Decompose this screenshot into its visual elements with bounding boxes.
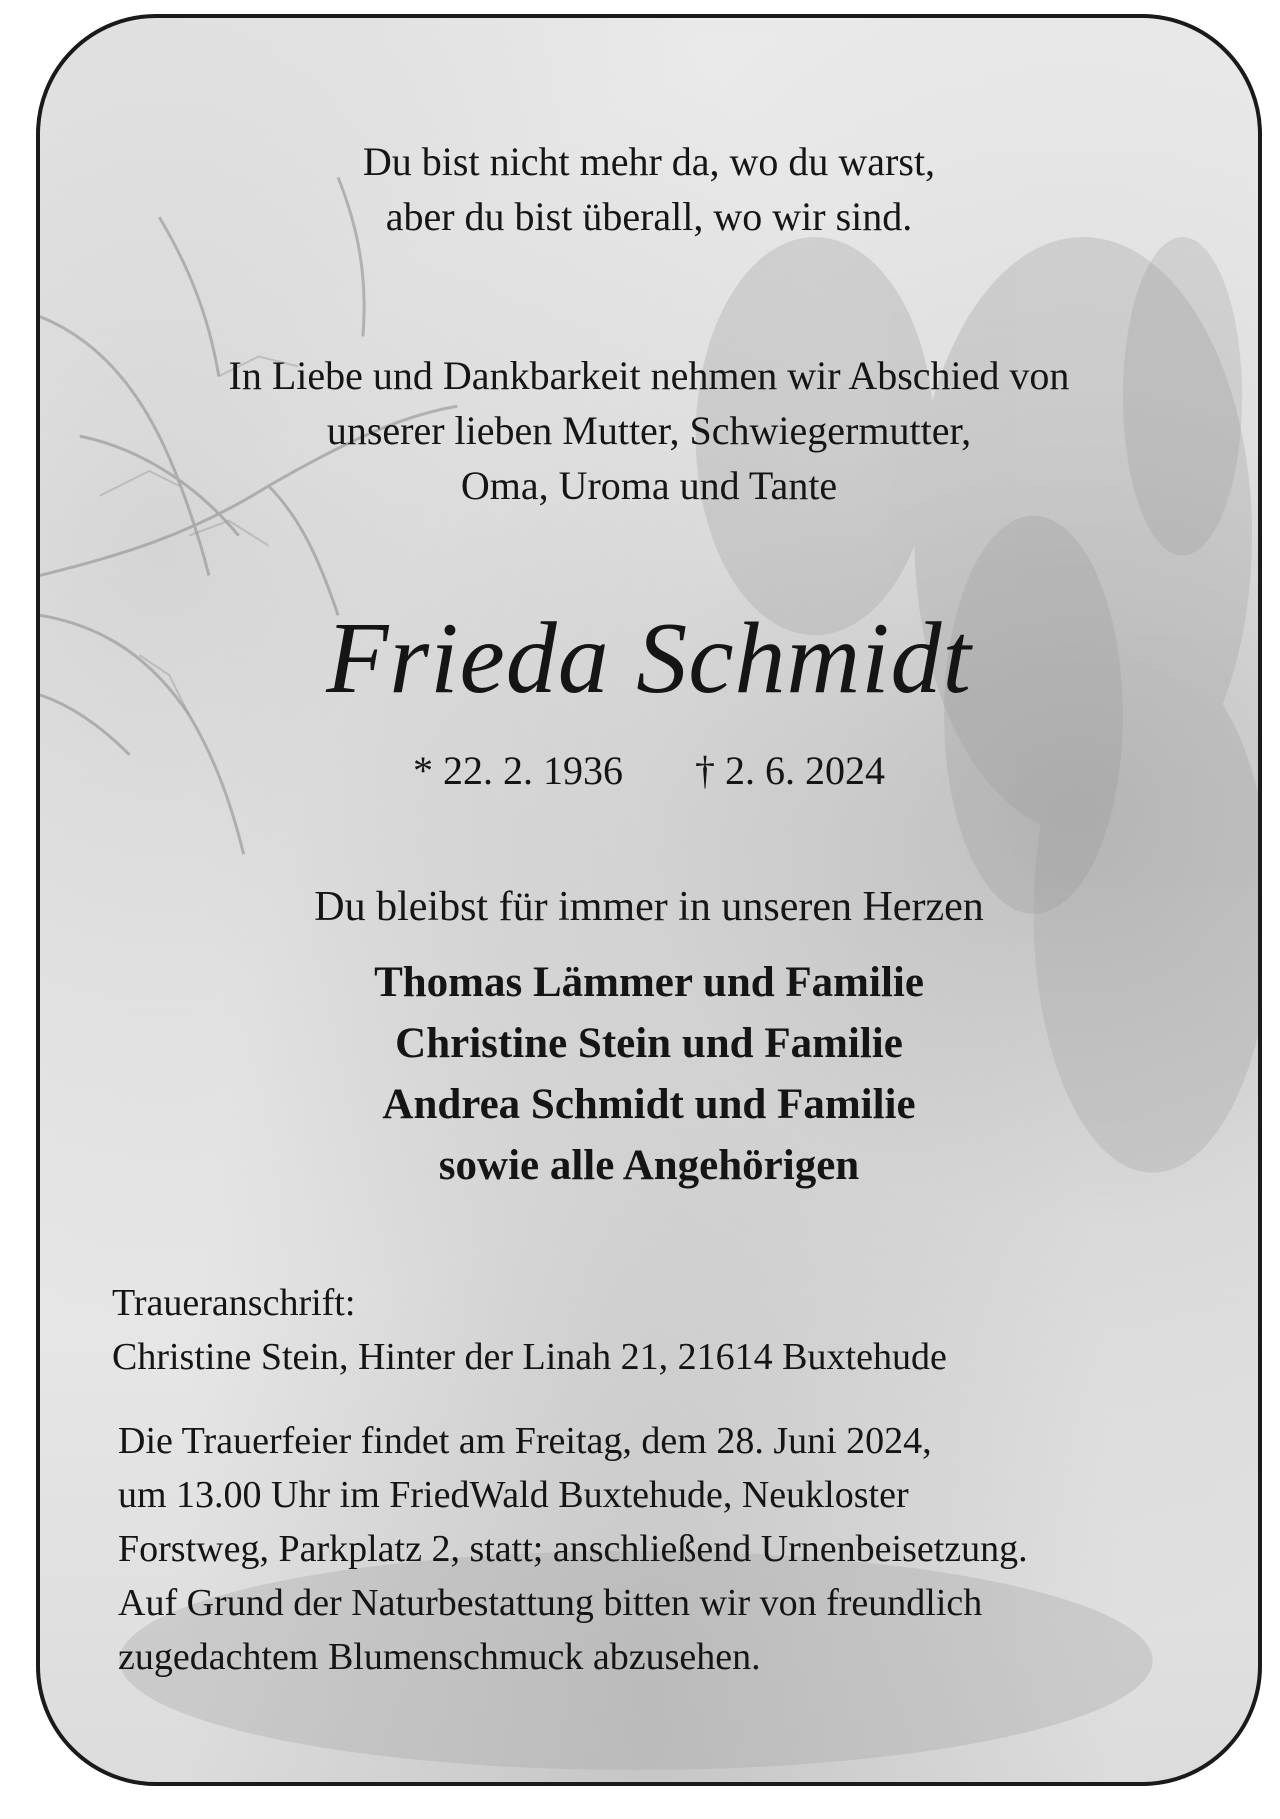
obituary-card [36, 14, 1262, 1786]
quote-line-1: Du bist nicht mehr da, wo du warst, [362, 139, 936, 184]
life-dates [40, 746, 1258, 796]
mourner-entry: sowie alle Angehörigen [438, 1142, 860, 1189]
mourner-entry: Andrea Schmidt und Familie [382, 1081, 916, 1128]
birth-date: * 22. 2. 1936 [413, 748, 623, 793]
deceased-name: Frieda Schmidt [326, 602, 972, 715]
ceremony-line: Forstweg, Parkplatz 2, statt; anschließend Urnenbeisetzung. [118, 1528, 1028, 1570]
address-value: Christine Stein, Hinter der Linah 21, 21614 Buxtehude [112, 1336, 947, 1378]
ceremony-line: Die Trauerfeier findet am Freitag, dem 28. Juni 2024, [118, 1420, 932, 1462]
ceremony-line: Auf Grund der Naturbestattung bitten wir von freundlich [118, 1582, 983, 1624]
opening-quote [40, 134, 1258, 244]
quote-line-2: aber du bist überall, wo wir sind. [385, 194, 913, 239]
ceremony-line: zugedachtem Blumenschmuck abzusehen. [118, 1636, 761, 1678]
mourners-list [40, 952, 1258, 1196]
intro-line-1: In Liebe und Dankbarkeit nehmen wir Abschied von [228, 353, 1070, 398]
intro-line-2: unserer lieben Mutter, Schwiegermutter, [326, 408, 972, 453]
mourner-entry: Thomas Lämmer und Familie [374, 959, 924, 1006]
death-date: † 2. 6. 2024 [695, 748, 885, 793]
ceremony-notice [118, 1414, 1028, 1684]
address-label: Traueranschrift: [112, 1282, 356, 1324]
intro-line-3: Oma, Uroma und Tante [460, 463, 838, 508]
mourning-address [112, 1276, 947, 1384]
remembrance-line: Du bleibst für immer in unseren Herzen [314, 884, 984, 930]
farewell-intro [40, 348, 1258, 513]
mourner-entry: Christine Stein und Familie [395, 1020, 903, 1067]
ceremony-line: um 13.00 Uhr im FriedWald Buxtehude, Neukloster [118, 1474, 909, 1516]
